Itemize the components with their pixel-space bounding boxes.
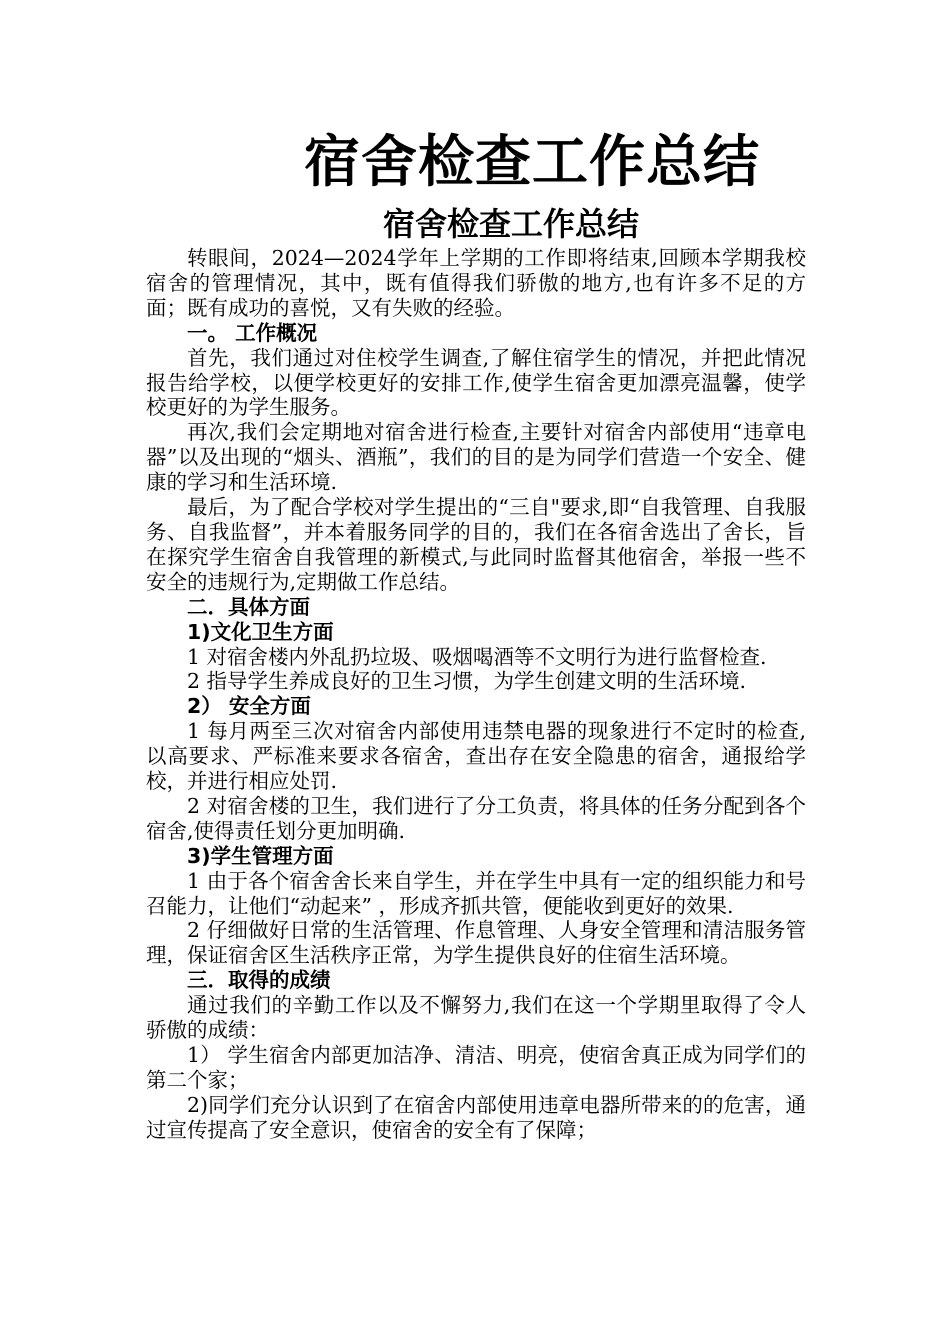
list-item: 2 指导学生养成良好的卫生习惯，为学生创建文明的生活环境. (187, 669, 747, 694)
subsection-heading: 2） 安全方面 (187, 694, 311, 719)
body-paragraph: 最后，为了配合学校对学生提出的“三自"要求,即“自我管理、自我服务、自我监督”，并本着服务同学的目的，我们在各宿舍选出了舍长，旨在探究学生宿舍自我管理的新模式,与此同时监督其他宿舍，举报一些不安全的违规行为,定期做工作总结。 (146, 495, 806, 594)
list-item: 2 仔细做好日常的生活管理、作息管理、人身安全管理和清洁服务管理，保证宿舍区生活秩序正常，为学生提供良好的住宿生活环境。 (146, 918, 806, 968)
list-item: 2)同学们充分认识到了在宿舍内部使用违章电器所带来的的危害，通过宣传提高了安全意识，使宿舍的安全有了保障； (146, 1092, 806, 1142)
sub-title: 宿舍检查工作总结 (382, 205, 639, 243)
subsection-heading: 3)学生管理方面 (187, 843, 334, 868)
body-paragraph: 通过我们的辛勤工作以及不懈努力,我们在这一个学期里取得了令人骄傲的成绩： (146, 993, 806, 1043)
document-body (146, 246, 806, 1143)
section-heading: 二．具体方面 (187, 594, 310, 619)
intro-paragraph: 转眼间，2024—2024学年上学期的工作即将结束,回顾本学期我校宿舍的管理情况，其中，既有值得我们骄傲的地方,也有许多不足的方面；既有成功的喜悦，又有失败的经验。 (146, 246, 806, 320)
section-heading: 一。 工作概况 (187, 320, 318, 345)
body-paragraph: 再次,我们会定期地对宿舍进行检查,主要针对宿舍内部使用“违章电器”以及出现的“烟头、酒瓶”，我们的目的是为同学们营造一个安全、健康的学习和生活环境. (146, 420, 806, 495)
subsection-heading: 1)文化卫生方面 (187, 619, 334, 644)
main-title: 宿舍检查工作总结 (304, 130, 760, 195)
list-item: 1 由于各个宿舍舍长来自学生，并在学生中具有一定的组织能力和号召能力，让他们“动起来” ，形成齐抓共管，便能收到更好的效果. (146, 868, 806, 918)
list-item: 1 对宿舍楼内外乱扔垃圾、吸烟喝酒等不文明行为进行监督检查. (187, 644, 767, 669)
list-item: 2 对宿舍楼的卫生，我们进行了分工负责，将具体的任务分配到各个宿舍,使得责任划分更加明确. (146, 793, 806, 843)
list-item: 1） 学生宿舍内部更加洁净、清洁、明亮，使宿舍真正成为同学们的第二个家； (146, 1043, 806, 1092)
list-item: 1 每月两至三次对宿舍内部使用违禁电器的现象进行不定时的检查,以高要求、严标准来要求各宿舍，查出存在安全隐患的宿舍，通报给学校，并进行相应处罚. (146, 719, 806, 794)
section-heading: 三．取得的成绩 (187, 968, 331, 993)
body-paragraph: 首先，我们通过对住校学生调查,了解住宿学生的情况，并把此情况报告给学校，以便学校更好的安排工作,使学生宿舍更加漂亮温馨，使学校更好的为学生服务。 (146, 345, 806, 420)
